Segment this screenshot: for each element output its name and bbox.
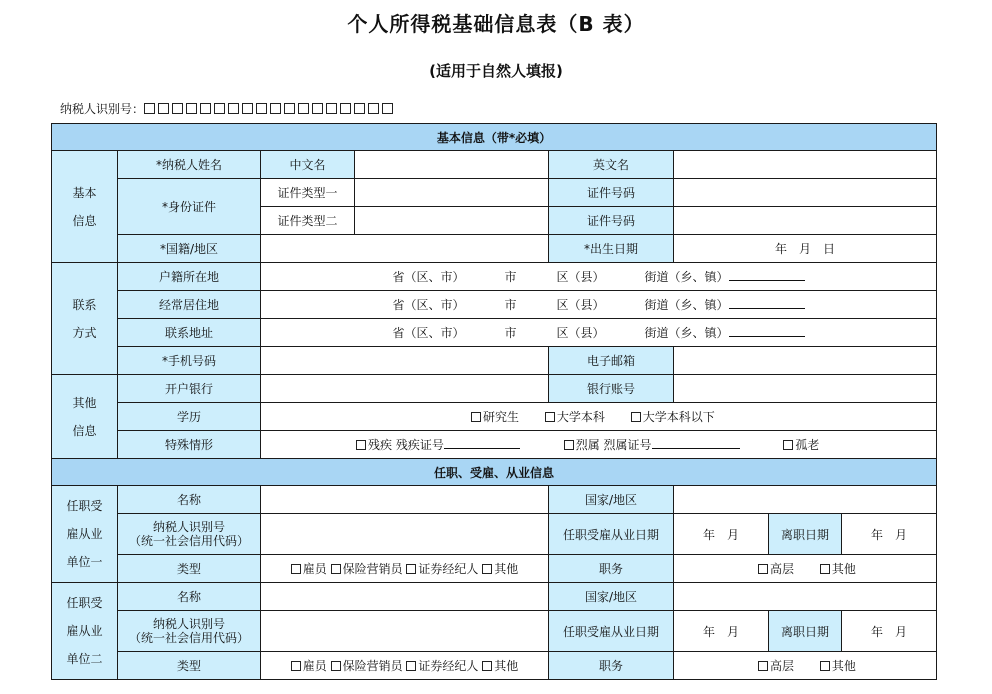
unit1-employ-date-field[interactable]: 年 月 xyxy=(674,514,769,555)
unit1-taxid-label: 纳税人识别号 （统一社会信用代码） xyxy=(118,514,261,555)
special-options xyxy=(261,431,937,459)
section-employment-header: 任职、受雇、从业信息 xyxy=(52,459,937,486)
unit1-country-label: 国家/地区 xyxy=(549,486,674,514)
special-label: 特殊情形 xyxy=(118,431,261,459)
elderly-checkbox[interactable]: 孤老 xyxy=(783,438,819,452)
unit2-position-options xyxy=(674,652,937,680)
unit2-type-label: 类型 xyxy=(118,652,261,680)
bank-field[interactable] xyxy=(261,375,549,403)
disabled-cert-field[interactable]: 残疾证号 xyxy=(396,438,520,452)
unit1-type-employee[interactable]: 雇员 xyxy=(291,562,327,576)
bank-label: 开户银行 xyxy=(118,375,261,403)
unit2-type-options xyxy=(261,652,549,680)
email-label: 电子邮箱 xyxy=(549,347,674,375)
section-basic-header: 基本信息（带*必填） xyxy=(52,124,937,151)
taxpayer-id-digit-box[interactable] xyxy=(298,103,309,114)
birth-date-field[interactable]: 年 月 日 xyxy=(674,235,937,263)
taxpayer-id-digit-box[interactable] xyxy=(340,103,351,114)
taxpayer-id-digit-box[interactable] xyxy=(270,103,281,114)
taxpayer-id-boxes[interactable] xyxy=(144,102,396,116)
education-options xyxy=(261,403,937,431)
edu-bachelor-checkbox[interactable]: 大学本科 xyxy=(545,410,605,424)
unit2-position-senior[interactable]: 高层 xyxy=(758,659,794,673)
taxpayer-id-digit-box[interactable] xyxy=(228,103,239,114)
bank-account-label: 银行账号 xyxy=(549,375,674,403)
id-number2-label: 证件号码 xyxy=(549,207,674,235)
unit1-type-options xyxy=(261,555,549,583)
english-name-label: 英文名 xyxy=(549,151,674,179)
taxpayer-id-digit-box[interactable] xyxy=(172,103,183,114)
unit2-country-label: 国家/地区 xyxy=(549,583,674,611)
id-doc-label: *身份证件 xyxy=(118,179,261,235)
unit2-taxid-label: 纳税人识别号 （统一社会信用代码） xyxy=(118,611,261,652)
edu-grad-checkbox[interactable]: 研究生 xyxy=(471,410,519,424)
group-unit1-label: 任职受 雇从业 单位一 xyxy=(52,486,118,583)
unit2-country-field[interactable] xyxy=(674,583,937,611)
contact-address-label: 联系地址 xyxy=(118,319,261,347)
taxpayer-id-digit-box[interactable] xyxy=(326,103,337,114)
taxpayer-id-digit-box[interactable] xyxy=(382,103,393,114)
unit1-type-broker[interactable]: 证券经纪人 xyxy=(406,562,478,576)
id-type2-field[interactable] xyxy=(355,207,549,235)
taxpayer-id-digit-box[interactable] xyxy=(214,103,225,114)
taxpayer-id-digit-box[interactable] xyxy=(158,103,169,114)
group-unit2-label: 任职受 雇从业 单位二 xyxy=(52,583,118,680)
name-label: *纳税人姓名 xyxy=(118,151,261,179)
phone-label: *手机号码 xyxy=(118,347,261,375)
unit2-type-broker[interactable]: 证券经纪人 xyxy=(406,659,478,673)
id-type2-label: 证件类型二 xyxy=(261,207,355,235)
nationality-field[interactable] xyxy=(261,235,549,263)
email-field[interactable] xyxy=(674,347,937,375)
taxpayer-id-digit-box[interactable] xyxy=(354,103,365,114)
taxpayer-id-digit-box[interactable] xyxy=(284,103,295,114)
unit1-taxid-field[interactable] xyxy=(261,514,549,555)
unit1-position-senior[interactable]: 高层 xyxy=(758,562,794,576)
unit1-position-label: 职务 xyxy=(549,555,674,583)
taxpayer-id-row xyxy=(60,100,396,117)
unit2-type-employee[interactable]: 雇员 xyxy=(291,659,327,673)
disabled-checkbox[interactable]: 残疾 xyxy=(356,438,392,452)
unit2-leave-date-field[interactable]: 年 月 xyxy=(842,611,937,652)
taxpayer-id-digit-box[interactable] xyxy=(186,103,197,114)
chinese-name-field[interactable] xyxy=(355,151,549,179)
unit2-name-field[interactable] xyxy=(261,583,549,611)
unit1-position-other[interactable]: 其他 xyxy=(820,562,856,576)
unit1-type-label: 类型 xyxy=(118,555,261,583)
taxpayer-id-digit-box[interactable] xyxy=(242,103,253,114)
contact-address-field[interactable]: 省（区、市） 市 区（县） 街道（乡、镇） xyxy=(261,319,937,347)
unit2-taxid-field[interactable] xyxy=(261,611,549,652)
residence-label: 经常居住地 xyxy=(118,291,261,319)
unit1-leave-date-field[interactable]: 年 月 xyxy=(842,514,937,555)
unit2-position-other[interactable]: 其他 xyxy=(820,659,856,673)
martyr-cert-field[interactable]: 烈属证号 xyxy=(604,438,740,452)
taxpayer-id-digit-box[interactable] xyxy=(368,103,379,114)
group-other-label: 其他 信息 xyxy=(52,375,118,459)
unit1-type-other[interactable]: 其他 xyxy=(482,562,518,576)
unit1-leave-date-label: 离职日期 xyxy=(769,514,842,555)
unit2-leave-date-label: 离职日期 xyxy=(769,611,842,652)
basic-info-table xyxy=(51,123,937,680)
taxpayer-id-label: 纳税人识别号： xyxy=(60,102,145,116)
taxpayer-id-digit-box[interactable] xyxy=(312,103,323,114)
id-type1-field[interactable] xyxy=(355,179,549,207)
unit2-name-label: 名称 xyxy=(118,583,261,611)
education-label: 学历 xyxy=(118,403,261,431)
form-title: 个人所得税基础信息表（B 表） xyxy=(347,12,645,36)
bank-account-field[interactable] xyxy=(674,375,937,403)
unit1-name-label: 名称 xyxy=(118,486,261,514)
taxpayer-id-digit-box[interactable] xyxy=(200,103,211,114)
english-name-field[interactable] xyxy=(674,151,937,179)
unit2-employ-date-field[interactable]: 年 月 xyxy=(674,611,769,652)
unit2-type-other[interactable]: 其他 xyxy=(482,659,518,673)
household-label: 户籍所在地 xyxy=(118,263,261,291)
form-subtitle: (适用于自然人填报) xyxy=(429,62,563,80)
taxpayer-id-digit-box[interactable] xyxy=(256,103,267,114)
edu-below-checkbox[interactable]: 大学本科以下 xyxy=(631,410,715,424)
household-address-field[interactable]: 省（区、市） 市 区（县） 街道（乡、镇） xyxy=(261,263,937,291)
unit2-employ-date-label: 任职受雇从业日期 xyxy=(549,611,674,652)
unit2-type-insurance[interactable]: 保险营销员 xyxy=(331,659,403,673)
unit1-position-options xyxy=(674,555,937,583)
id-number1-label: 证件号码 xyxy=(549,179,674,207)
unit2-position-label: 职务 xyxy=(549,652,674,680)
group-basic-label: 基本 信息 xyxy=(52,151,118,263)
unit1-country-field[interactable] xyxy=(674,486,937,514)
phone-field[interactable] xyxy=(261,347,549,375)
chinese-name-label: 中文名 xyxy=(261,151,355,179)
unit1-type-insurance[interactable]: 保险营销员 xyxy=(331,562,403,576)
id-number1-field[interactable] xyxy=(674,179,937,207)
unit1-employ-date-label: 任职受雇从业日期 xyxy=(549,514,674,555)
id-number2-field[interactable] xyxy=(674,207,937,235)
group-contact-label: 联系 方式 xyxy=(52,263,118,375)
residence-address-field[interactable]: 省（区、市） 市 区（县） 街道（乡、镇） xyxy=(261,291,937,319)
birth-date-label: *出生日期 xyxy=(549,235,674,263)
id-type1-label: 证件类型一 xyxy=(261,179,355,207)
martyr-checkbox[interactable]: 烈属 xyxy=(564,438,600,452)
unit1-name-field[interactable] xyxy=(261,486,549,514)
taxpayer-id-digit-box[interactable] xyxy=(144,103,155,114)
nationality-label: *国籍/地区 xyxy=(118,235,261,263)
